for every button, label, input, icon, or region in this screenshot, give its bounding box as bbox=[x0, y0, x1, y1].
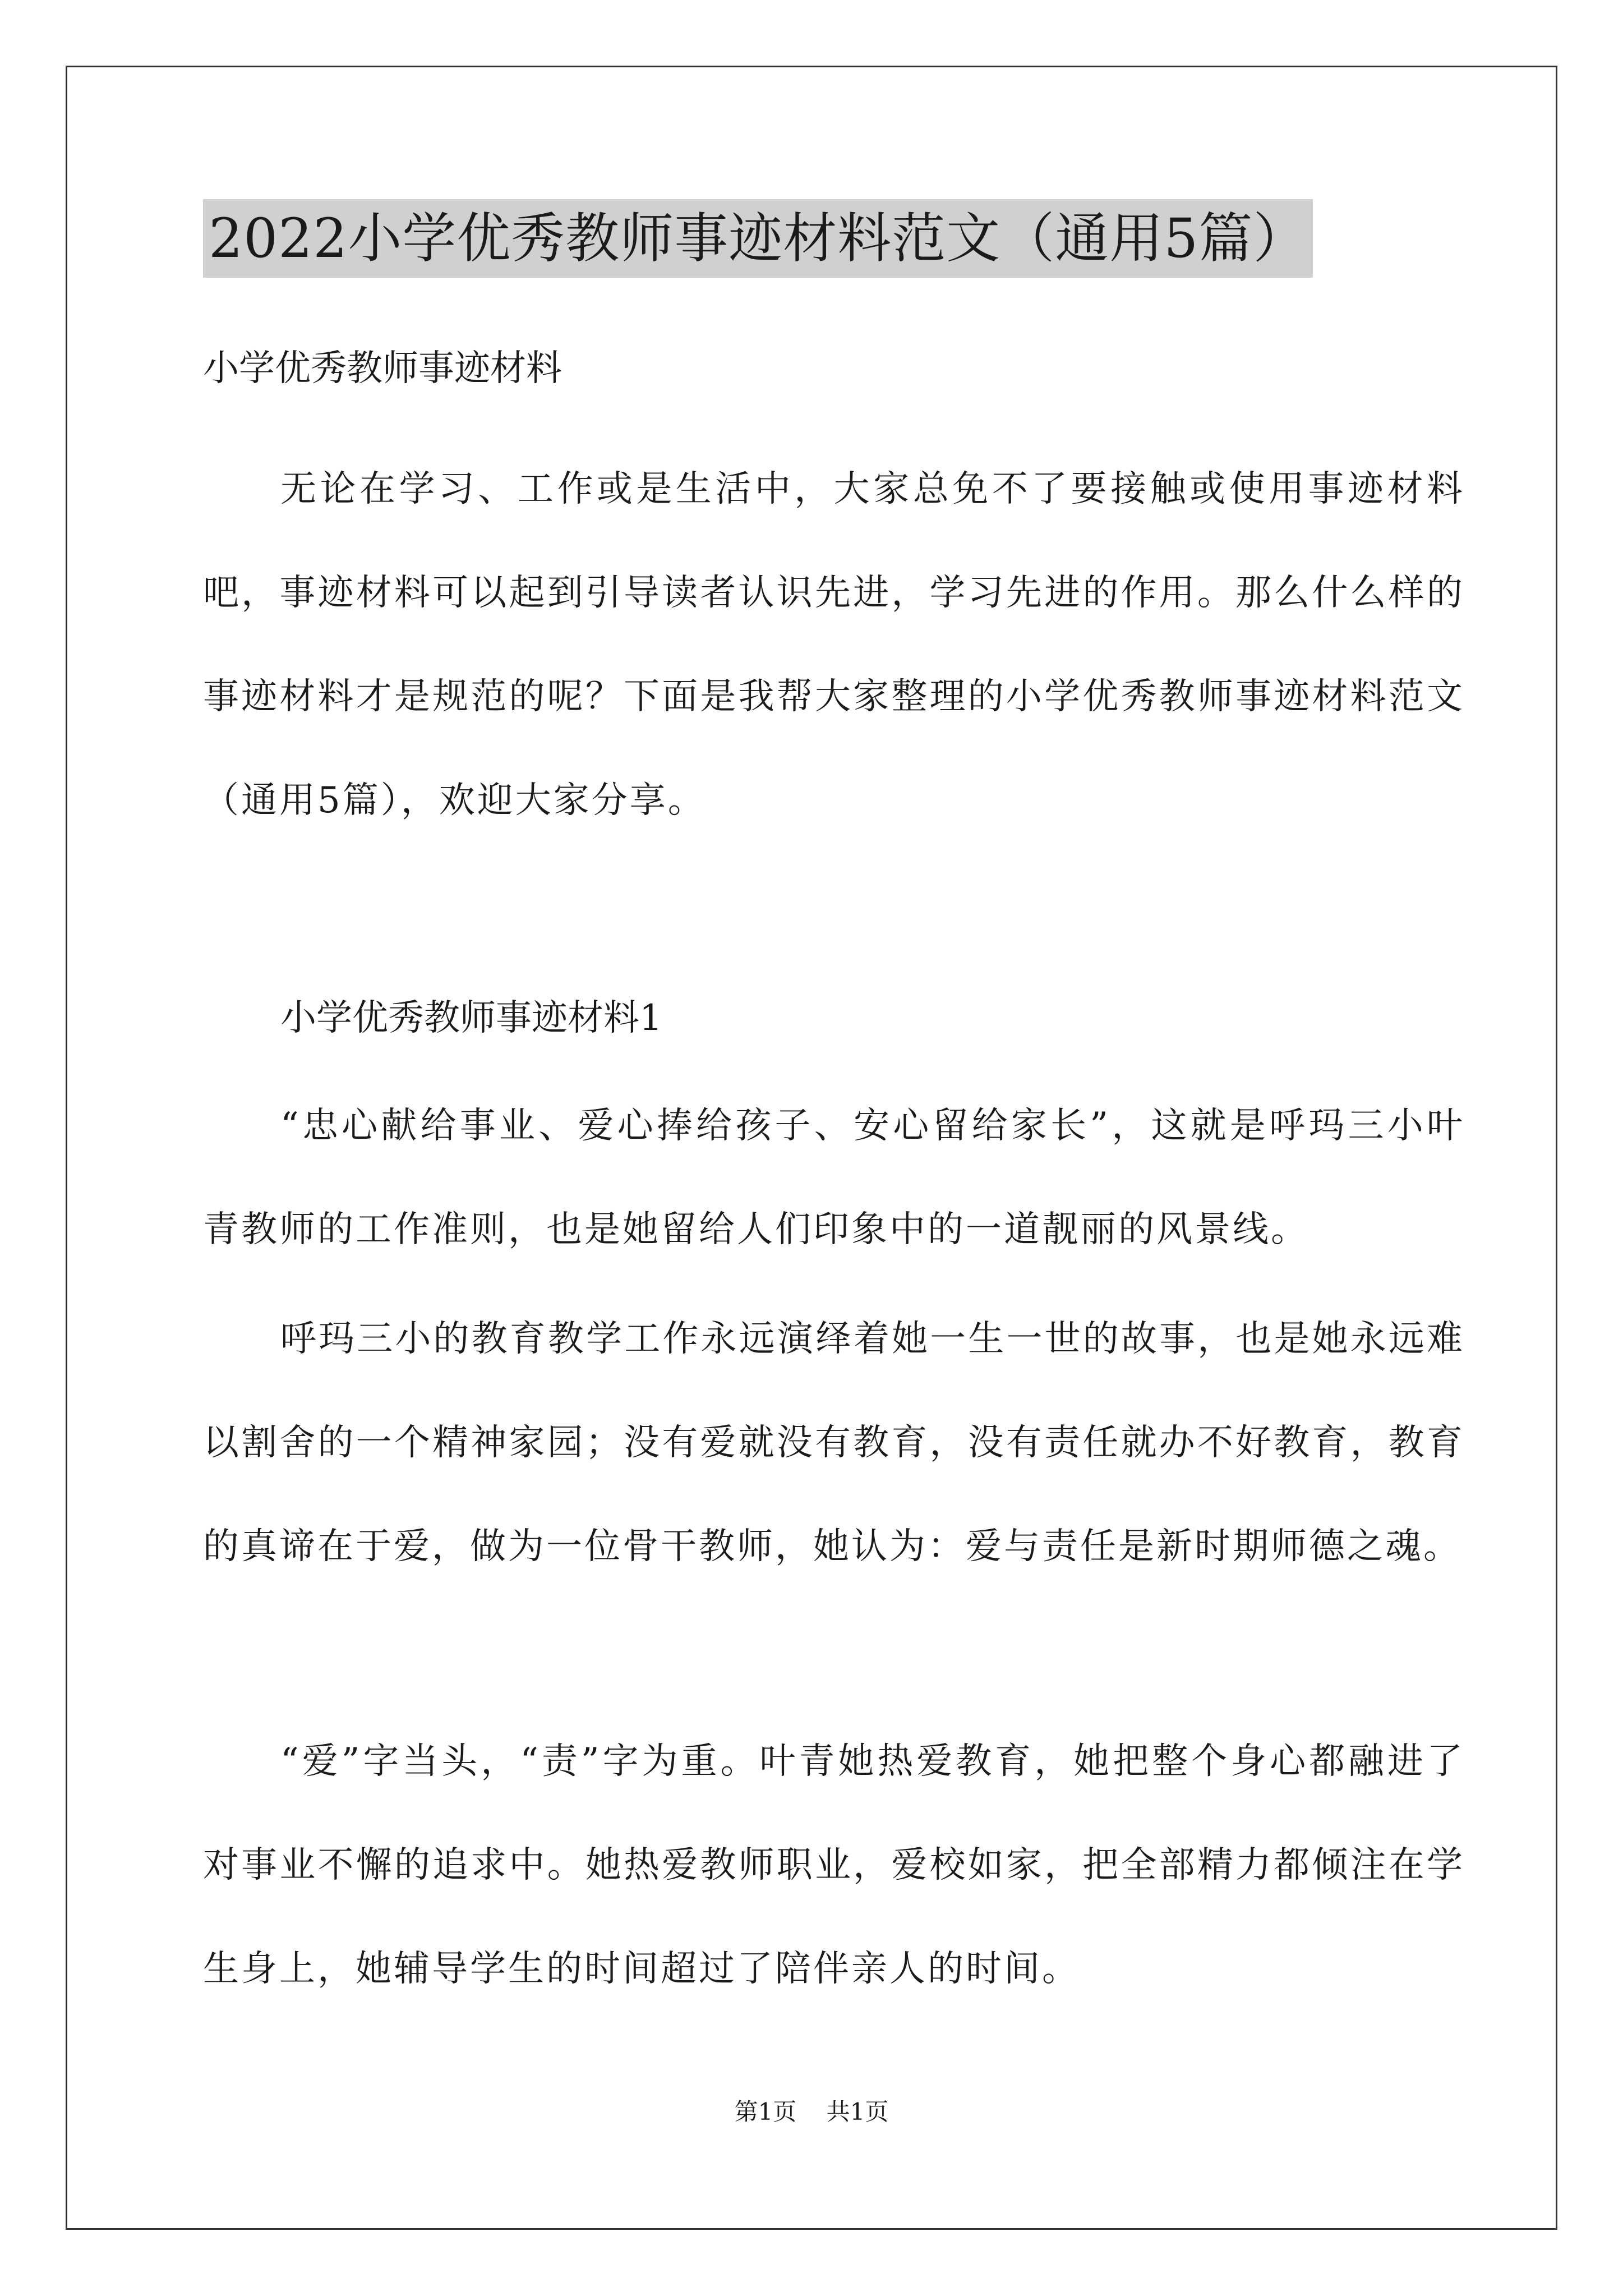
document-subtitle: 小学优秀教师事迹材料 bbox=[203, 348, 562, 389]
page-footer bbox=[0, 2095, 1623, 2129]
page-total: 共1页 bbox=[826, 2098, 889, 2125]
body-paragraph: 呼玛三小的教育教学工作永远演绎着她一生一世的故事，也是她永远难以割舍的一个精神家园；没有爱就没有教育，没有责任就办不好教育，教育的真谛在于爱，做为一位骨干教师，她认为：爱与责任是新时期师德之魂。 bbox=[203, 1318, 1465, 1567]
body-paragraph: “忠心献给事业、爱心捧给孩子、安心留给家长”，这就是呼玛三小叶青教师的工作准则，也是她留给人们印象中的一道靓丽的风景线。 bbox=[203, 1105, 1465, 1250]
page-number: 第1页 bbox=[734, 2098, 797, 2125]
intro-paragraph: 无论在学习、工作或是生活中，大家总免不了要接触或使用事迹材料吧，事迹材料可以起到引导读者认识先进，学习先进的作用。那么什么样的事迹材料才是规范的呢？下面是我帮大家整理的小学优秀教师事迹材料范文（通用5篇），欢迎大家分享。 bbox=[203, 468, 1465, 821]
body-paragraph: “爱”字当头，“责”字为重。叶青她热爱教育，她把整个身心都融进了对事业不懈的追求中。她热爱教师职业，爱校如家，把全部精力都倾注在学生身上，她辅导学生的时间超过了陪伴亲人的时间。 bbox=[203, 1741, 1465, 1990]
section-heading: 小学优秀教师事迹材料1 bbox=[280, 997, 662, 1039]
document-title: 2022小学优秀教师事迹材料范文（通用5篇） bbox=[203, 199, 1313, 278]
